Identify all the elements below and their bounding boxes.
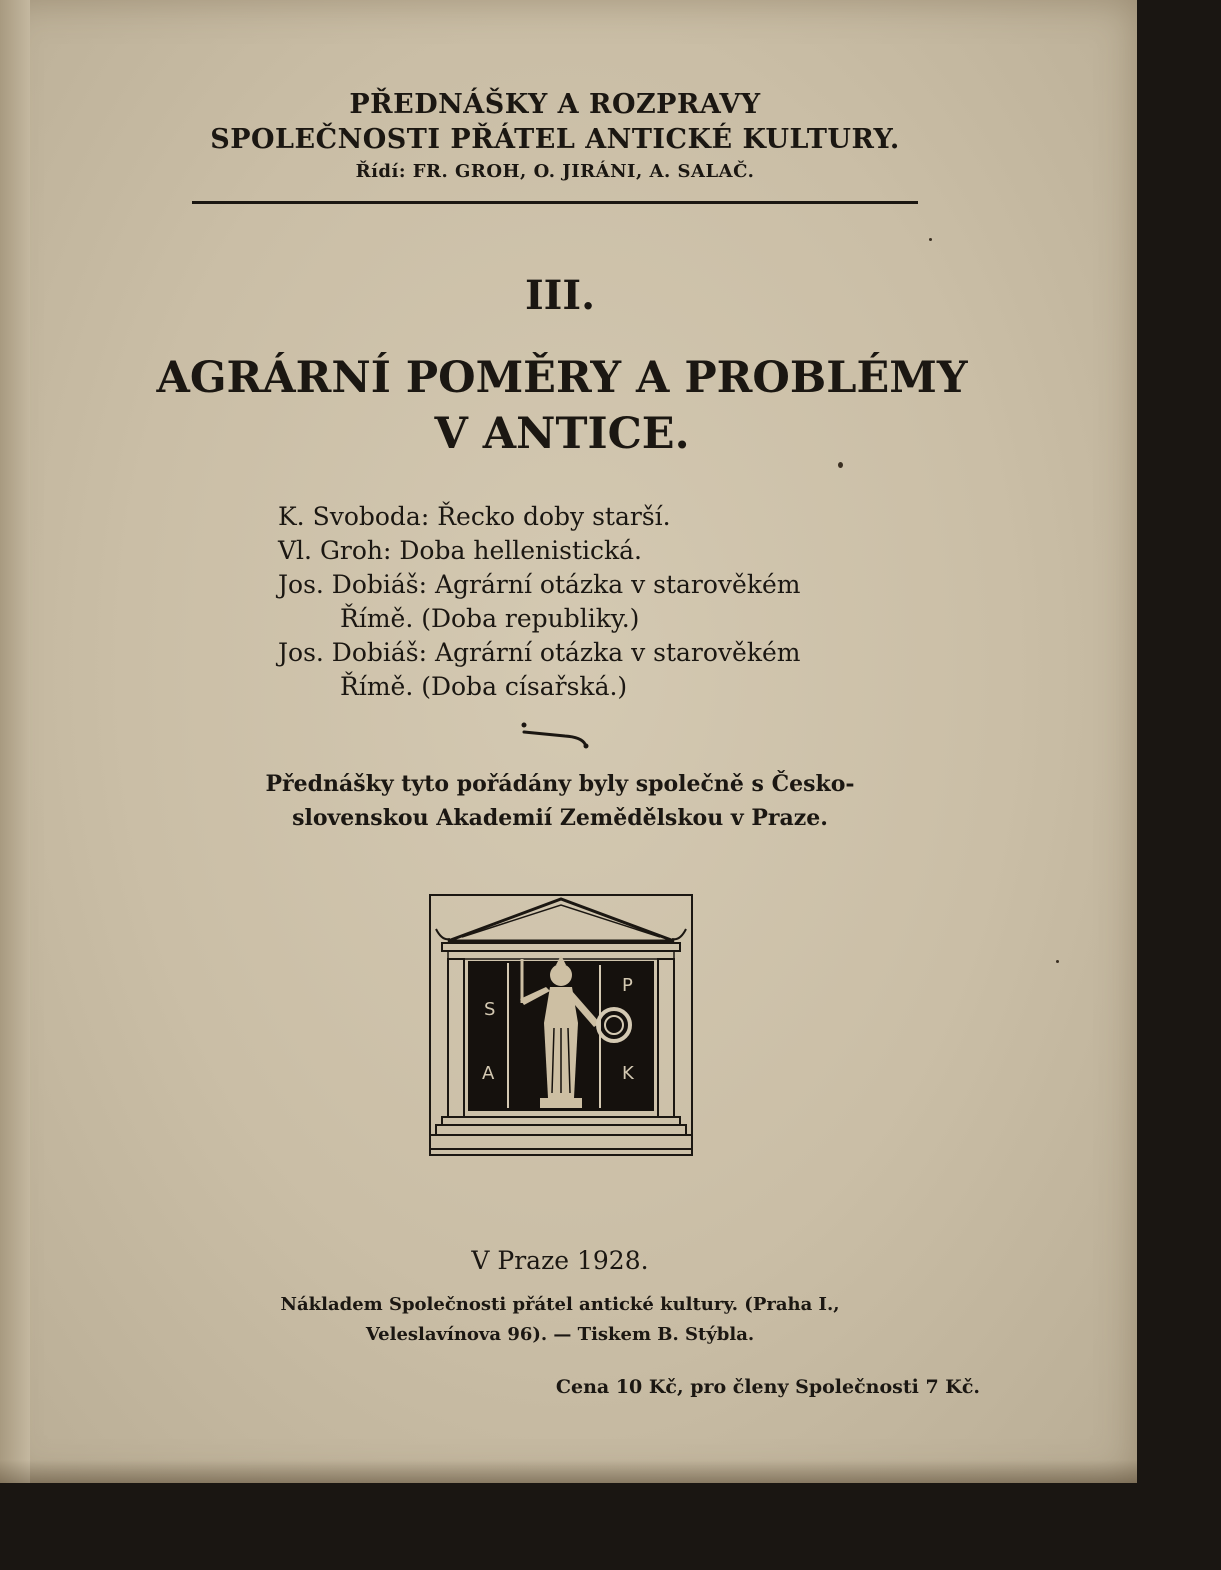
series-header xyxy=(192,88,918,186)
paper-speck xyxy=(1056,960,1059,963)
contents-item-line: K. Svoboda: Řecko doby starší. xyxy=(278,502,671,531)
contents-item xyxy=(278,636,898,704)
series-header-line-2: SPOLEČNOSTI PŘÁTEL ANTICKÉ KULTURY. xyxy=(210,124,900,155)
paper-speck xyxy=(929,238,932,241)
emblem-letter-p: P xyxy=(622,975,633,996)
emblem-letter-a: A xyxy=(482,1063,495,1084)
header-divider xyxy=(192,201,918,204)
publisher-line-1: Nákladem Společnosti přátel antické kultury. (Praha I., xyxy=(280,1294,840,1315)
book-title xyxy=(100,350,1024,462)
contents-item-line: Jos. Dobiáš: Agrární otázka v starověkém xyxy=(278,570,801,599)
ornament-swash-icon xyxy=(515,718,595,754)
series-editors: Řídí: FR. GROH, O. JIRÁNI, A. SALAČ. xyxy=(355,161,755,182)
contents-item-line: Jos. Dobiáš: Agrární otázka v starověkém xyxy=(278,638,801,667)
paper-speck xyxy=(838,462,843,468)
athena-temple-emblem-icon xyxy=(428,893,694,1157)
page-bottom-shadow xyxy=(0,1460,1137,1483)
contents-item-line: Vl. Groh: Doba hellenistická. xyxy=(278,536,642,565)
emblem-letter-s: S xyxy=(484,999,496,1020)
publisher-line-2: Veleslavínova 96). — Tiskem B. Stýbla. xyxy=(365,1324,755,1345)
note-line-1: Přednášky tyto pořádány byly společně s Česko- xyxy=(265,771,855,797)
note-line-2: slovenskou Akademií Zemědělskou v Praze. xyxy=(292,805,828,831)
contents-item xyxy=(278,534,898,568)
contents-item-continuation: Římě. (Doba císařská.) xyxy=(340,672,628,701)
contents-item-continuation: Římě. (Doba republiky.) xyxy=(340,604,640,633)
emblem-letter-k: K xyxy=(622,1063,634,1084)
contents-item xyxy=(278,500,898,534)
book-title-line-2: V ANTICE. xyxy=(434,409,690,459)
place-and-year: V Praze 1928. xyxy=(471,1246,649,1275)
price-text: Cena 10 Kč, pro členy Společnosti 7 Kč. xyxy=(555,1376,980,1398)
publisher-imprint xyxy=(220,1290,900,1350)
note-text xyxy=(170,767,950,835)
contents-item xyxy=(278,568,898,636)
book-title-line-1: AGRÁRNÍ POMĚRY A PROBLÉMY xyxy=(156,353,968,403)
series-header-line-1: PŘEDNÁŠKY A ROZPRAVY xyxy=(349,89,761,120)
contents-list xyxy=(278,500,898,704)
volume-number: III. xyxy=(524,272,596,319)
page-spine-edge xyxy=(0,0,30,1483)
